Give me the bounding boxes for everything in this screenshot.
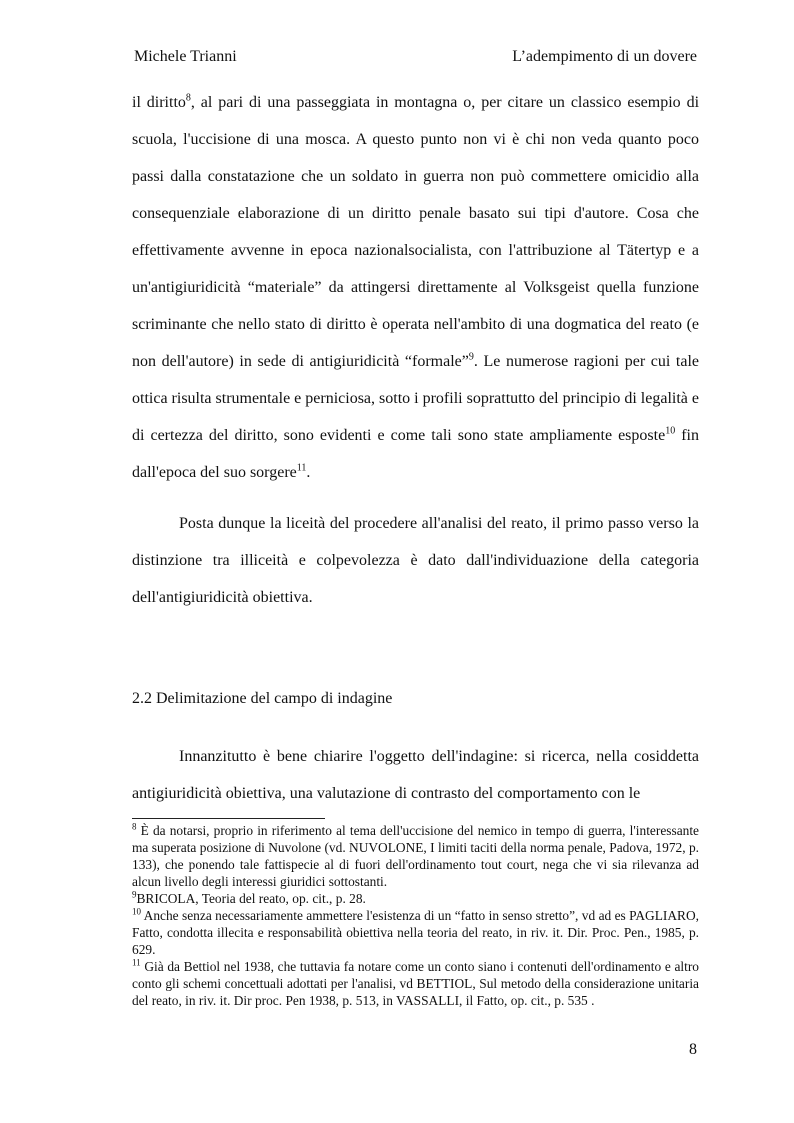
text-run: . Le numerose ragioni per cui tale ottica risulta strumentale e perniciosa, sotto i profili soprattutto del principio di legalità e di certezza del diritto, sono evidenti e come tali sono state ampliamente esposte [132, 353, 700, 444]
text-run: il diritto [132, 94, 186, 111]
section-heading: 2.2 Delimitazione del campo di indagine [132, 690, 393, 707]
footnote-11 [132, 958, 699, 1009]
footnote-number: 9 [132, 889, 137, 900]
footnotes [132, 822, 699, 1009]
header-title: L’adempimento di un dovere [512, 48, 697, 65]
page-header [134, 48, 697, 70]
text-run: , al pari di una passeggiata in montagna o, per citare un classico esempio di scuola, l'uccisione di una mosca. A questo punto non vi è chi non veda quanto poco passi dalla constatazione che un soldato in guerra non può commettere omicidio alla consequenziale elaborazione di un diritto penale basato sui tipi d'autore. Cosa che effettivamente avvenne in epoca nazionalsocialista, con l'attribuzione al Tätertyp e a un'antigiuridicità “materiale” da attingersi direttamente al Volksgeist quella funzione scriminante che nello stato di diritto è operata nell'ambito di una dogmatica del reato (e non dell'autore) in sede di antigiuridicità “formale” [132, 94, 700, 370]
footnote-text: Anche senza necessariamente ammettere l'esistenza di un “fatto in senso stretto”, vd ad es PAGLIARO, Fatto, condotta illecita e responsabilità obiettiva nella teoria del reato, in riv. it. Dir. Proc. Pen., 1985, p. 629. [132, 908, 699, 957]
footnote-ref-10[interactable]: 10 [665, 425, 676, 437]
footnote-ref-11[interactable]: 11 [296, 462, 307, 474]
footnote-number: 8 [132, 821, 137, 832]
text-run: fin dall'epoca del suo sorgere [132, 427, 699, 481]
body-paragraph-2: Posta dunque la liceità del procedere all'analisi del reato, il primo passo verso la distinzione tra illiceità e colpevolezza è dato dall'individuazione della categoria dell'antigiuridicità obiettiva. [132, 515, 699, 606]
page-number: 8 [689, 1041, 697, 1058]
footnote-text: Già da Bettiol nel 1938, che tuttavia fa notare come un conto siano i contenuti dell'ordinamento e altro conto gli schemi concettuali adottati per l'analisi, vd BETTIOL, Sul metodo della considerazione unitaria del reato, in riv. it. Dir proc. Pen 1938, p. 513, in VASSALLI, il Fatto, op. cit., p. 535 . [132, 959, 699, 1008]
footnote-text: È da notarsi, proprio in riferimento al tema dell'uccisione del nemico in tempo di guerra, l'interessante ma superata posizione di Nuvolone (vd. NUVOLONE, I limiti taciti della norma penale, Padova, 1972, p. 133), che ponendo tale fattispecie al di fuori dell'ordinamento tout court, nega che vi sia rilevanza ad alcun livello degli interessi giuridici sottostanti. [132, 823, 699, 889]
footnote-8 [132, 822, 699, 890]
footnote-ref-9[interactable]: 9 [468, 351, 474, 363]
body-paragraph-1 [132, 84, 699, 491]
footnote-9 [132, 890, 699, 907]
header-author: Michele Trianni [134, 48, 237, 65]
footnote-text: BRICOLA, Teoria del reato, op. cit., p. 28. [136, 891, 366, 906]
footnote-10 [132, 907, 699, 958]
footnote-number: 10 [132, 906, 141, 917]
footnote-number: 11 [132, 957, 141, 968]
footnote-separator [132, 818, 325, 819]
footnote-ref-8[interactable]: 8 [185, 92, 191, 104]
text-run: . [306, 464, 311, 481]
body-paragraph-3: Innanzitutto è bene chiarire l'oggetto dell'indagine: si ricerca, nella cosiddetta antigiuridicità obiettiva, una valutazione di contrasto del comportamento con le [132, 748, 699, 802]
